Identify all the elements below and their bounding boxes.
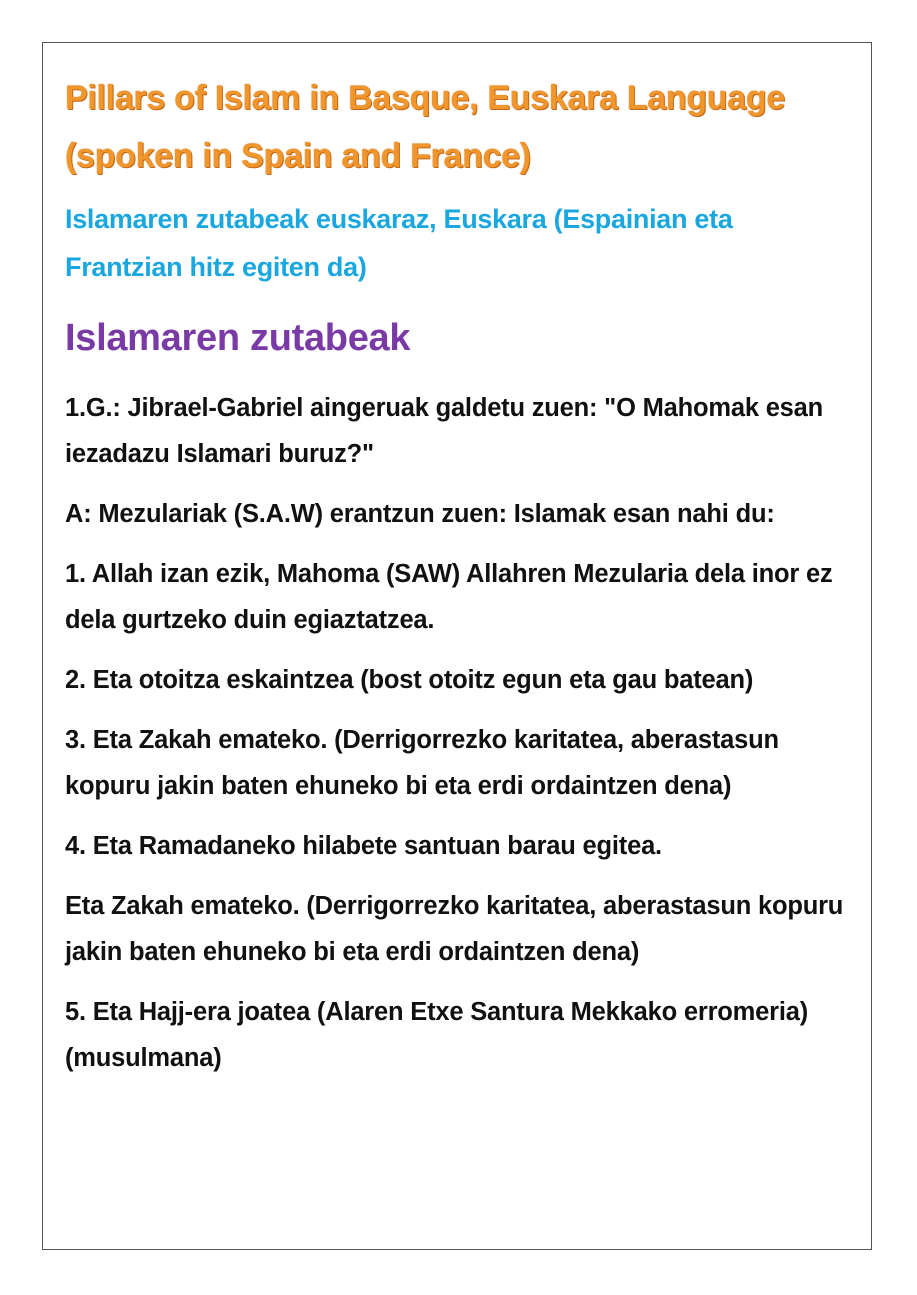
document-title: Pillars of Islam in Basque, Euskara Language (spoken in Spain and France) xyxy=(65,79,785,175)
document-subtitle: Islamaren zutabeak euskaraz, Euskara (Espainian eta Frantzian hitz egiten da) xyxy=(65,204,733,282)
paragraph-pillar-1: 1. Allah izan ezik, Mahoma (SAW) Allahren Mezularia dela inor ez dela gurtzeko duin egiaztatzea. xyxy=(65,560,833,634)
paragraph-pillar-5: 5. Eta Hajj-era joatea (Alaren Etxe Santura Mekkako erromeria) (musulmana) xyxy=(65,998,809,1072)
paragraph-pillar-4: 4. Eta Ramadaneko hilabete santuan barau egitea. xyxy=(65,832,662,860)
paragraph-question: 1.G.: Jibrael-Gabriel aingeruak galdetu zuen: "O Mahomak esan iezadazu Islamari buruz?" xyxy=(65,394,824,468)
paragraph-pillar-2: 2. Eta otoitza eskaintzea (bost otoitz egun eta gau batean) xyxy=(65,666,754,694)
paragraph-pillar-3: 3. Eta Zakah emateko. (Derrigorrezko karitatea, aberastasun kopuru jakin baten ehuneko bi eta erdi ordaintzen dena) xyxy=(65,726,779,800)
page-frame xyxy=(42,42,872,1250)
section-heading: Islamaren zutabeak xyxy=(65,317,411,359)
paragraph-zakah-repeat: Eta Zakah emateko. (Derrigorrezko karitatea, aberastasun kopuru jakin baten ehuneko bi eta erdi ordaintzen dena) xyxy=(65,892,844,966)
paragraph-answer: A: Mezulariak (S.A.W) erantzun zuen: Islamak esan nahi du: xyxy=(65,500,775,528)
page-content xyxy=(65,69,855,1081)
